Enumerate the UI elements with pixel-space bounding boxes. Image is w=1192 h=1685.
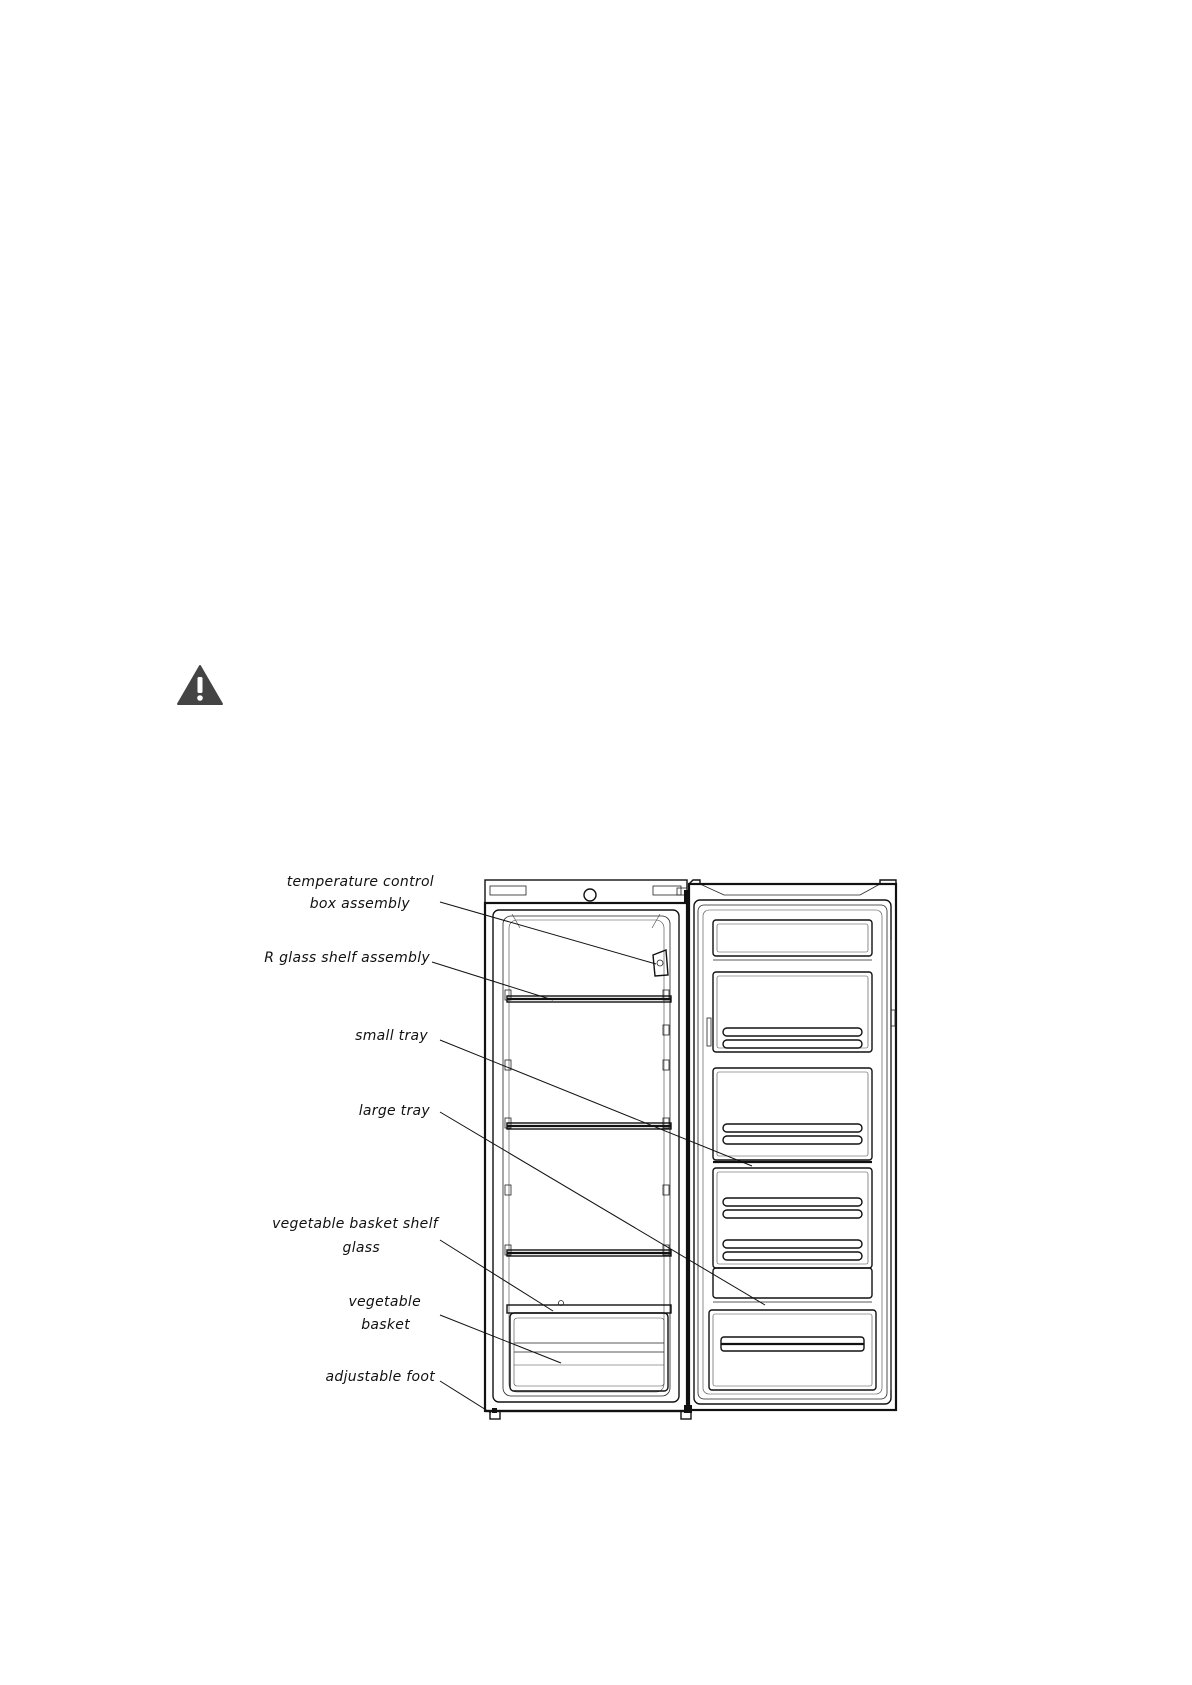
leader-temperature-control [440, 902, 656, 964]
label-small-tray: small tray [355, 1028, 428, 1044]
label-temperature-control: temperature control [286, 874, 434, 890]
label-vegetable-basket: vegetable [348, 1294, 421, 1310]
cabinet-drawing [485, 880, 692, 1419]
label-r-glass-shelf: R glass shelf assembly [264, 950, 430, 966]
leader-small-tray [440, 1040, 752, 1166]
leader-adjustable-foot [440, 1381, 491, 1413]
label-adjustable-foot: adjustable foot [325, 1369, 435, 1385]
temperature-control-box [653, 950, 668, 976]
label-vegetable-basket-line2: basket [361, 1317, 410, 1333]
label-large-tray: large tray [358, 1103, 430, 1119]
label-vegetable-basket-shelf: vegetable basket shelf [272, 1216, 438, 1232]
leader-vegetable-basket [440, 1315, 561, 1363]
label-temperature-control-line2: box assembly [309, 896, 410, 912]
door-drawing [684, 880, 896, 1410]
leader-large-tray [440, 1112, 765, 1305]
label-vegetable-basket-shelf-line2: glass [342, 1240, 380, 1256]
